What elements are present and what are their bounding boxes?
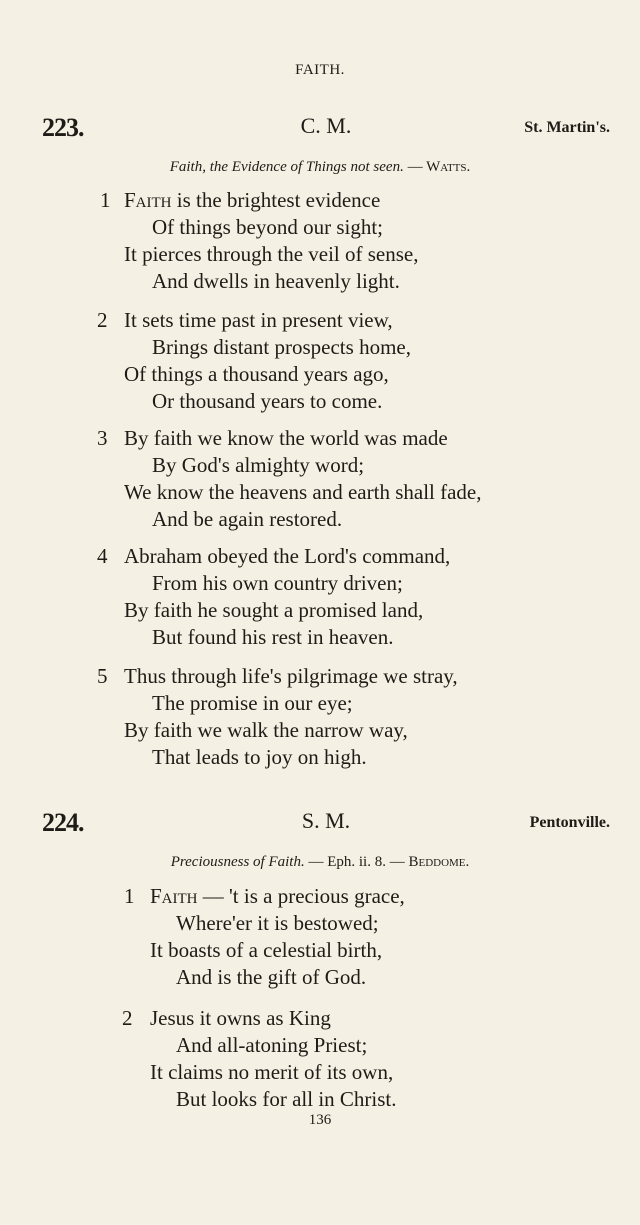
- verse-line: It sets time past in present view,: [124, 308, 393, 332]
- hymn-number: 224.: [42, 808, 84, 837]
- verse-line: It pierces through the veil of sense,: [124, 242, 419, 266]
- hymn-subtitle: [0, 854, 640, 871]
- verse-line: By faith we know the world was made: [124, 426, 448, 450]
- verse-line: That leads to joy on high.: [152, 745, 367, 769]
- verse-line: But looks for all in Christ.: [176, 1087, 397, 1111]
- verse-line: The promise in our eye;: [152, 691, 353, 715]
- verse-line: Where'er it is bestowed;: [176, 911, 379, 935]
- verse-line-text: is the brightest evidence: [171, 188, 381, 212]
- stanza-number: 3: [97, 426, 108, 450]
- verse-line: By God's almighty word;: [152, 453, 365, 477]
- hymn-subtitle: [0, 159, 640, 176]
- verse-line: It claims no merit of its own,: [150, 1060, 394, 1084]
- hymn-tune: St. Martin's.: [524, 119, 610, 136]
- stanza-number: 5: [97, 664, 108, 688]
- subtitle-title: Faith, the Evidence of Things not seen.: [169, 159, 404, 175]
- verse-line: By faith we walk the narrow way,: [124, 718, 408, 742]
- hymn-tune: Pentonville.: [529, 814, 610, 831]
- verse-line: Of things beyond our sight;: [152, 215, 383, 239]
- hymn-number: 223.: [42, 113, 84, 142]
- verse-line: [124, 188, 380, 213]
- verse-line: Abraham obeyed the Lord's command,: [124, 544, 451, 568]
- verse-line: By faith he sought a promised land,: [124, 598, 424, 622]
- verse-line: We know the heavens and earth shall fade,: [124, 480, 482, 504]
- page-number: 136: [308, 1112, 332, 1128]
- verse-line: And dwells in heavenly light.: [152, 269, 400, 293]
- hymn-meter: C. M.: [300, 113, 352, 138]
- stanza-number: 1: [100, 188, 111, 212]
- stanza-number: 1: [124, 884, 135, 908]
- verse-line: But found his rest in heaven.: [152, 625, 394, 649]
- verse-line-text: — 't is a precious grace,: [197, 884, 405, 908]
- verse-line: Or thousand years to come.: [152, 389, 383, 413]
- verse-line: Thus through life's pilgrimage we stray,: [124, 664, 458, 688]
- subtitle-author: — Watts.: [407, 159, 471, 175]
- hymn-header-224: [42, 808, 610, 838]
- subtitle-reference: — Eph. ii. 8. —: [304, 854, 405, 870]
- verse-line: Jesus it owns as King: [150, 1006, 331, 1030]
- verse-line: From his own country driven;: [152, 571, 403, 595]
- verse-line: Brings distant prospects home,: [152, 335, 411, 359]
- verse-first-word: Faith: [150, 884, 198, 908]
- verse-line: And all-atoning Priest;: [176, 1033, 368, 1057]
- verse-line: And is the gift of God.: [176, 965, 367, 989]
- stanza-number: 2: [122, 1006, 133, 1030]
- running-head: FAITH.: [295, 62, 345, 78]
- verse-line: And be again restored.: [152, 507, 343, 531]
- stanza-number: 4: [97, 544, 108, 568]
- verse-line: [150, 884, 405, 909]
- hymn-header-223: [42, 113, 610, 143]
- verse-line: Of things a thousand years ago,: [124, 362, 389, 386]
- subtitle-title: Preciousness of Faith.: [170, 854, 305, 870]
- verse-line: It boasts of a celestial birth,: [150, 938, 383, 962]
- subtitle-author: Beddome.: [408, 854, 470, 870]
- hymn-meter: S. M.: [301, 808, 351, 833]
- stanza-number: 2: [97, 308, 108, 332]
- verse-first-word: Faith: [124, 188, 172, 212]
